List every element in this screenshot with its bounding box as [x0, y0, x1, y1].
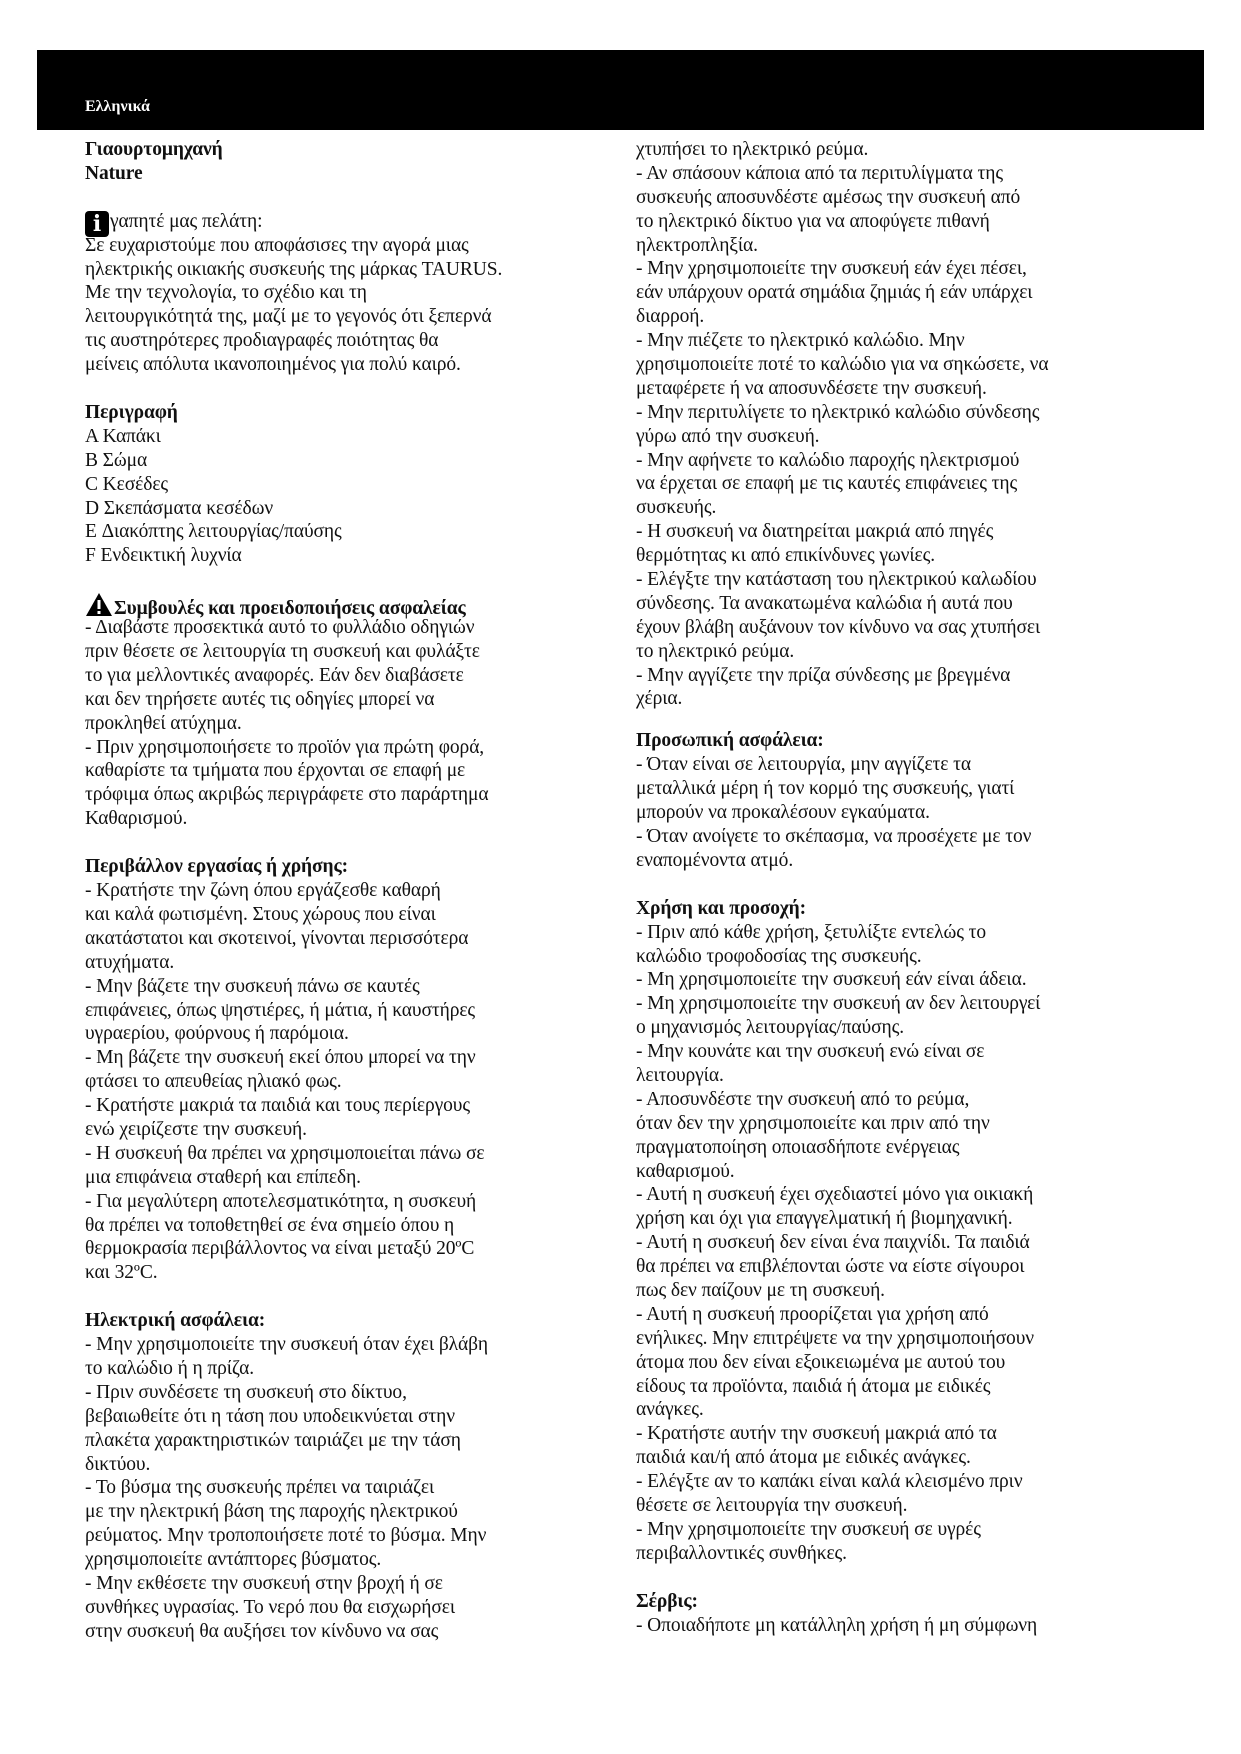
text-line: έχουν βλάβη αυξάνουν τον κίνδυνο να σας χτυπήσει	[636, 616, 1041, 638]
text-line: συσκευής αποσυνδέστε αμέσως την συσκευή από	[636, 186, 1021, 208]
text-line: - Ελέγξτε την κατάσταση του ηλεκτρικού καλωδίου	[636, 569, 1037, 591]
text-line: θερμοκρασία περιβάλλοντος να είναι μεταξύ 20ºC	[85, 1238, 475, 1260]
text-line: μείνεις απόλυτα ικανοποιημένος για πολύ καιρό.	[85, 354, 461, 376]
header-bar	[37, 50, 1204, 130]
text-line: - Κρατήστε την ζώνη όπου εργάζεσθε καθαρή	[85, 880, 441, 902]
text-line: - Για μεγαλύτερη αποτελεσματικότητα, η συσκευή	[85, 1190, 477, 1212]
text-line: Καθαρισμού.	[85, 808, 188, 830]
electrical-heading: Ηλεκτρική ασφάλεια:	[85, 1310, 266, 1332]
text-line: Με την τεχνολογία, το σχέδιο και τη	[85, 282, 367, 304]
text-line: - Μην βάζετε την συσκευή πάνω σε καυτές	[85, 975, 420, 997]
text-line: D Σκεπάσματα κεσέδων	[85, 497, 274, 519]
description-list	[85, 425, 615, 568]
text-line: εάν υπάρχουν ορατά σημάδια ζημιάς ή εάν υπάρχει	[636, 282, 1033, 304]
text-line: C Κεσέδες	[85, 473, 169, 495]
usage-text	[636, 921, 1166, 1566]
text-line: - Μην χρησιμοποιείτε την συσκευή όταν έχει βλάβη	[85, 1334, 489, 1356]
text-line: τις αυστηρότερες προδιαγραφές ποιότητας θα	[85, 330, 439, 352]
text-line: F Ενδεικτική λυχνία	[85, 545, 242, 567]
text-line: συσκευής.	[636, 497, 717, 519]
text-line: και δεν τηρήσετε αυτές τις οδηγίες μπορεί να	[85, 688, 435, 710]
text-line: πλακέτα χαρακτηριστικών ταιριάζει με την τάση	[85, 1429, 461, 1451]
text-line: επιφάνειες, όπως ψηστιέρες, ή μάτια, ή καυστήρες	[85, 999, 476, 1021]
text-line: - Μην χρησιμοποιείτε την συσκευή σε υγρές	[636, 1518, 981, 1540]
text-line: - Μην αφήνετε το καλώδιο παροχής ηλεκτρισμού	[636, 449, 1020, 471]
text-line: - Αν σπάσουν κάποια από τα περιτυλίγματα της	[636, 162, 1003, 184]
text-line: να έρχεται σε επαφή με τις καυτές επιφάνειες της	[636, 473, 1018, 495]
left-column	[85, 138, 615, 1644]
text-line: ενήλικες. Μην επιτρέψετε να την χρησιμοποιήσουν	[636, 1327, 1034, 1349]
text-line: - Αυτή η συσκευή προορίζεται για χρήση από	[636, 1303, 989, 1325]
text-line: σύνδεσης. Τα ανακατωμένα καλώδια ή αυτά που	[636, 592, 1013, 614]
text-line: καλώδιο τροφοδοσίας της συσκευής.	[636, 945, 922, 967]
text-line: πραγματοποίηση οποιασδήποτε ενέργειας	[636, 1136, 960, 1158]
text-line: Σε ευχαριστούμε που αποφάσισες την αγορά μιας	[85, 234, 469, 256]
text-line: στην συσκευή θα αυξήσει τον κίνδυνο να σας	[85, 1620, 439, 1642]
right-column	[636, 138, 1166, 1637]
language-label: Ελληνικά	[85, 98, 150, 115]
text-line: χρησιμοποιείτε ποτέ το καλώδιο για να σηκώσετε, να	[636, 354, 1049, 376]
text-line: με την ηλεκτρική βάση της παροχής ηλεκτρικού	[85, 1501, 458, 1523]
description-heading: Περιγραφή	[85, 402, 178, 424]
text-line: - Διαβάστε προσεκτικά αυτό το φυλλάδιο οδηγιών	[85, 617, 475, 639]
text-line: - Μην αγγίζετε την πρίζα σύνδεσης με βρεγμένα	[636, 664, 1011, 686]
text-line: - Μη χρησιμοποιείτε την συσκευή εάν είναι άδεια.	[636, 969, 1027, 991]
safety-heading: Συμβουλές και προειδοποιήσεις ασφαλείας	[114, 598, 466, 620]
electrical-text-left	[85, 1333, 615, 1644]
text-line: ο μηχανισμός λειτουργίας/παύσης.	[636, 1017, 905, 1039]
text-line: πριν θέσετε σε λειτουργία τη συσκευή και φυλάξτε	[85, 641, 480, 663]
text-line: παιδιά και/ή από άτομα με ειδικές ανάγκες.	[636, 1447, 971, 1469]
text-line: λειτουργία.	[636, 1064, 724, 1086]
product-model: Nature	[85, 162, 143, 184]
text-line: μεταφέρετε ή να αποσυνδέσετε την συσκευή.	[636, 377, 987, 399]
text-line: χρησιμοποιείτε αντάπτορες βύσματος.	[85, 1549, 382, 1571]
text-line: βεβαιωθείτε ότι η τάση που υποδεικνύεται στην	[85, 1405, 455, 1427]
text-line: καθαρίστε τα τμήματα που έρχονται σε επαφή με	[85, 760, 466, 782]
text-line: όταν δεν την χρησιμοποιείτε και πριν από την	[636, 1112, 990, 1134]
text-line: χρήση και όχι για επαγγελματική ή βιομηχανική.	[636, 1208, 1013, 1230]
usage-heading: Χρήση και προσοχή:	[636, 897, 806, 919]
safety-text	[85, 616, 615, 831]
text-line: - Μην χρησιμοποιείτε την συσκευή εάν έχει πέσει,	[636, 258, 1027, 280]
text-line: ανάγκες.	[636, 1399, 704, 1421]
text-line: μια επιφάνεια σταθερή και επίπεδη.	[85, 1166, 361, 1188]
text-line: - Αυτή η συσκευή δεν είναι ένα παιχνίδι. Τα παιδιά	[636, 1232, 1030, 1254]
text-line: διαρροή.	[636, 306, 705, 328]
text-line: χέρια.	[636, 688, 683, 710]
text-line: προκληθεί ατύχημα.	[85, 712, 242, 734]
text-line: χτυπήσει το ηλεκτρικό ρεύμα.	[636, 139, 869, 160]
warning-icon	[85, 592, 113, 617]
text-line: ρεύματος. Μην τροποποιήσετε ποτέ το βύσμα. Μην	[85, 1525, 487, 1547]
personal-text	[636, 753, 1166, 872]
text-line: - Το βύσμα της συσκευής πρέπει να ταιριάζει	[85, 1477, 435, 1499]
text-line: - Μη χρησιμοποιείτε την συσκευή αν δεν λειτουργεί	[636, 993, 1041, 1015]
text-line: το για μελλοντικές αναφορές. Εάν δεν διαβάσετε	[85, 664, 464, 686]
text-line: το ηλεκτρικό δίκτυο για να αποφύγετε πιθανή	[636, 210, 990, 232]
text-line: ηλεκτροπληξία.	[636, 234, 758, 256]
text-line: ακατάστατοι και σκοτεινοί, γίνονται περισσότερα	[85, 927, 469, 949]
text-line: B Σώμα	[85, 449, 148, 471]
text-line: A Καπάκι	[85, 425, 161, 447]
text-line: δικτύου.	[85, 1453, 151, 1475]
text-line: λειτουργικότητά της, μαζί με το γεγονός ότι ξεπερνά	[85, 306, 492, 328]
service-heading: Σέρβις:	[636, 1590, 698, 1612]
text-line: ατυχήματα.	[85, 951, 175, 973]
text-line: - Μη βάζετε την συσκευή εκεί όπου μπορεί να την	[85, 1047, 476, 1069]
text-line: φτάσει το απευθείας ηλιακό φως.	[85, 1071, 342, 1093]
text-line: E Διακόπτης λειτουργίας/παύσης	[85, 521, 342, 543]
text-line: εναπομένοντα ατμό.	[636, 849, 794, 871]
text-line: - Πριν συνδέσετε τη συσκευή στο δίκτυο,	[85, 1381, 407, 1403]
text-line: θα πρέπει να επιβλέπονται ώστε να είστε σίγουροι	[636, 1256, 1025, 1278]
text-line: - Κρατήστε αυτήν την συσκευή μακριά από τα	[636, 1423, 997, 1445]
text-line: - Πριν από κάθε χρήση, ξετυλίξτε εντελώς το	[636, 921, 986, 943]
text-line: θα πρέπει να τοποθετηθεί σε ένα σημείο όπου η	[85, 1214, 455, 1236]
intro-text	[85, 234, 615, 377]
intro-greeting: γαπητέ μας πελάτη:	[110, 210, 263, 232]
text-line: πως δεν παίζουν με τη συσκευή.	[636, 1279, 885, 1301]
text-line: - Η συσκευή θα πρέπει να χρησιμοποιείται πάνω σε	[85, 1142, 485, 1164]
text-line: - Αυτή η συσκευή έχει σχεδιαστεί μόνο για οικιακή	[636, 1184, 1034, 1206]
text-line: και 32ºC.	[85, 1262, 158, 1284]
text-line: συνθήκες υγρασίας. Το νερό που θα εισχωρήσει	[85, 1596, 456, 1618]
personal-heading: Προσωπική ασφάλεια:	[636, 730, 824, 752]
text-line: - Μην περιτυλίγετε το ηλεκτρικό καλώδιο σύνδεσης	[636, 401, 1040, 423]
text-line: - Πριν χρησιμοποιήσετε το προϊόν για πρώτη φορά,	[85, 736, 485, 758]
text-line: - Κρατήστε μακριά τα παιδιά και τους περίεργους	[85, 1095, 470, 1117]
text-line: ενώ χειρίζεστε την συσκευή.	[85, 1118, 307, 1140]
text-line: μπορούν να προκαλέσουν εγκαύματα.	[636, 802, 930, 824]
text-line: θερμότητας κι από επικίνδυνες γωνίες.	[636, 545, 935, 567]
electrical-text-right	[636, 138, 1166, 711]
text-line: - Όταν είναι σε λειτουργία, μην αγγίζετε τα	[636, 754, 972, 776]
text-line: θέσετε σε λειτουργία την συσκευή.	[636, 1494, 908, 1516]
text-line: και καλά φωτισμένη. Στους χώρους που είναι	[85, 903, 436, 925]
text-line: άτομα που δεν είναι εξοικειωμένα με αυτού του	[636, 1351, 1006, 1373]
text-line: - Μην πιέζετε το ηλεκτρικό καλώδιο. Μην	[636, 330, 965, 352]
product-title: Γιαουρτομηχανή	[85, 139, 223, 160]
text-line: - Όταν ανοίγετε το σκέπασμα, να προσέχετε με τον	[636, 825, 1032, 847]
text-line: καθαρισμού.	[636, 1160, 735, 1182]
text-line: το καλώδιο ή η πρίζα.	[85, 1357, 255, 1379]
text-line: γύρω από την συσκευή.	[636, 425, 820, 447]
text-line: το ηλεκτρικό ρεύμα.	[636, 640, 795, 662]
intro-greeting-line	[85, 210, 615, 237]
text-line: ηλεκτρικής οικιακής συσκευής της μάρκας TAURUS.	[85, 258, 503, 280]
text-line: μεταλλικά μέρη ή τον κορμό της συσκευής, γιατί	[636, 778, 1015, 800]
info-icon: i	[85, 211, 109, 237]
environment-text	[85, 879, 615, 1285]
service-text	[636, 1614, 1166, 1638]
text-line: - Μην κουνάτε και την συσκευή ενώ είναι σε	[636, 1041, 985, 1063]
text-line: - Η συσκευή να διατηρείται μακριά από πηγές	[636, 521, 994, 543]
text-line: υγραερίου, φούρνους ή παρόμοια.	[85, 1023, 349, 1045]
text-line: - Αποσυνδέστε την συσκευή από το ρεύμα,	[636, 1088, 970, 1110]
text-line: - Ελέγξτε αν το καπάκι είναι καλά κλεισμένο πριν	[636, 1471, 1023, 1493]
text-line: τρόφιμα όπως ακριβώς περιγράφετε στο παράρτημα	[85, 784, 489, 806]
environment-heading: Περιβάλλον εργασίας ή χρήσης:	[85, 856, 349, 878]
text-line: περιβαλλοντικές συνθήκες.	[636, 1542, 847, 1564]
safety-heading-line	[85, 592, 615, 620]
text-line: είδους τα προϊόντα, παιδιά ή άτομα με ειδικές	[636, 1375, 991, 1397]
text-line: - Μην εκθέσετε την συσκευή στην βροχή ή σε	[85, 1572, 443, 1594]
text-line: - Οποιαδήποτε μη κατάλληλη χρήση ή μη σύμφωνη	[636, 1614, 1038, 1636]
